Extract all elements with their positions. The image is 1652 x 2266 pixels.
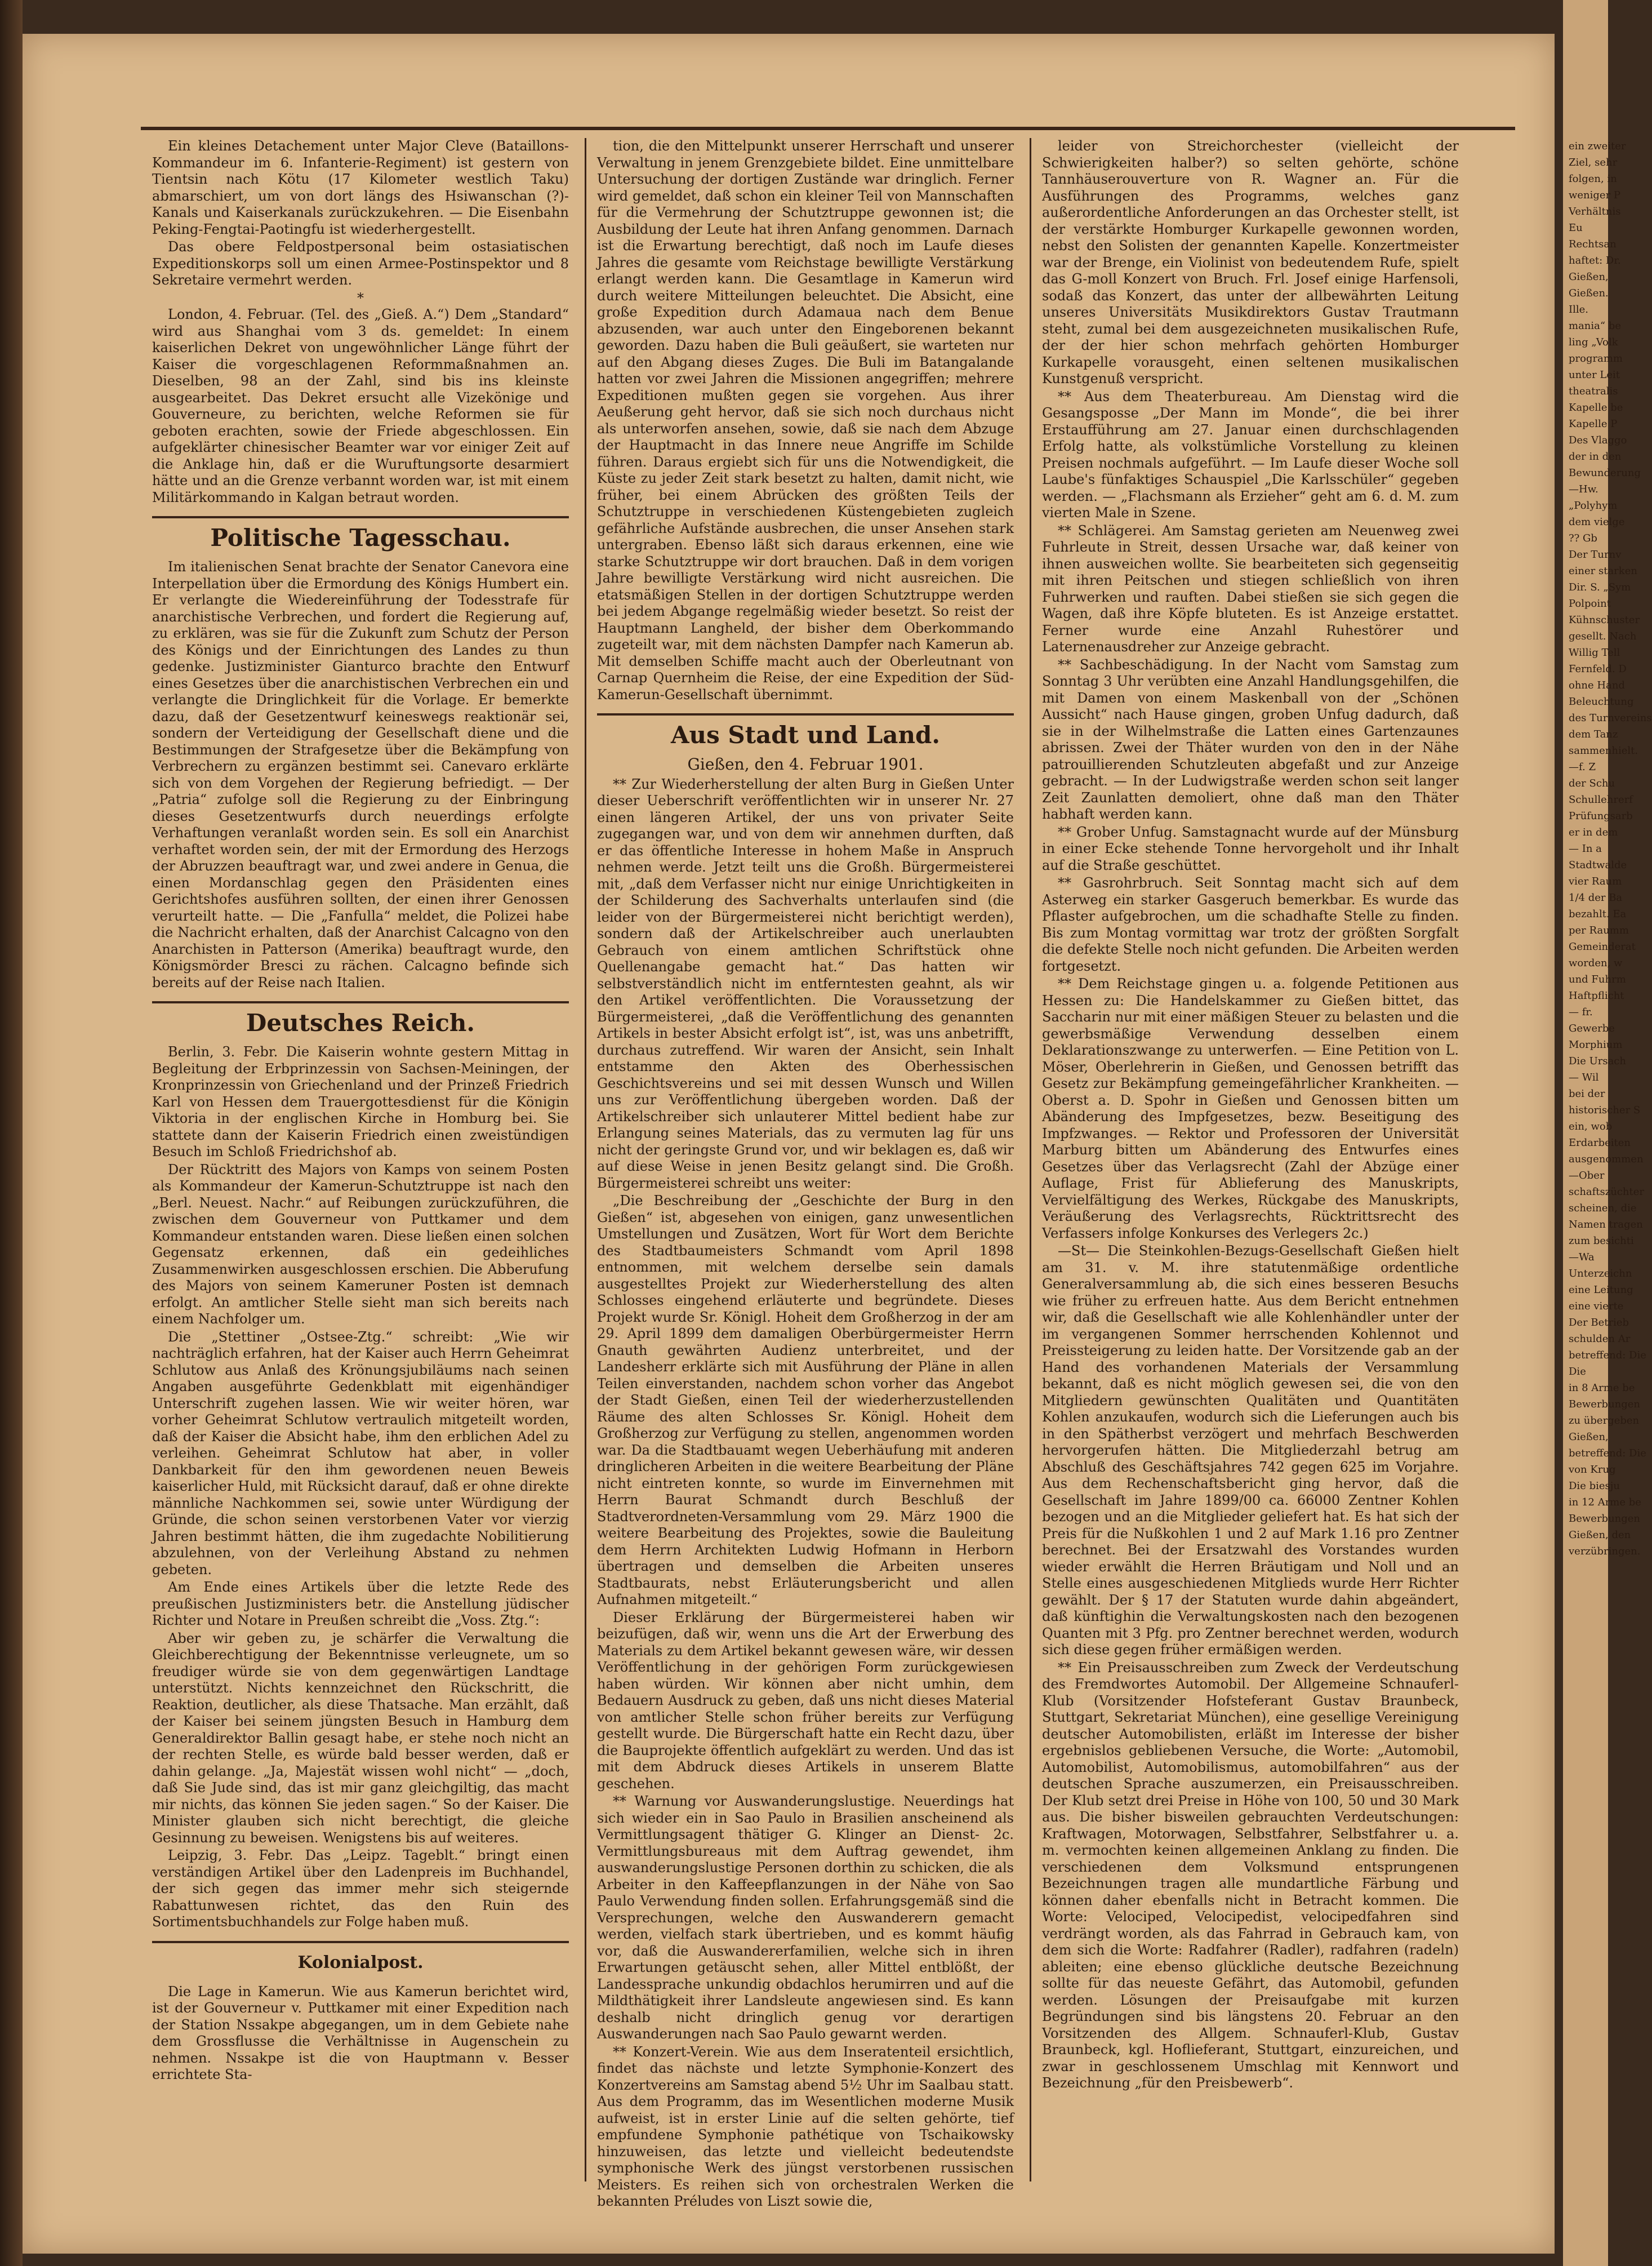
margin-line: zu übergeben (1569, 1415, 1640, 1427)
margin-line: Kapelle be (1569, 402, 1623, 414)
margin-line: eine vierte (1569, 1300, 1624, 1312)
margin-line: Gewerbe (1569, 1023, 1615, 1034)
margin-line: — In a (1569, 843, 1602, 855)
margin-line: — Wil (1569, 1072, 1599, 1083)
margin-line: Rechtsan (1569, 238, 1617, 250)
margin-line: —Hw. (1569, 483, 1598, 495)
book-spine (0, 0, 23, 2266)
column-2 (597, 138, 1014, 2209)
margin-line: folgen, in (1569, 173, 1617, 185)
margin-line: Die biesju (1569, 1480, 1620, 1492)
separator-star: * (357, 290, 364, 306)
margin-line: Polpoint (1569, 598, 1611, 610)
margin-line: programm (1569, 353, 1623, 365)
margin-line: betreffend: Die (1569, 1447, 1646, 1459)
margin-line: scheinen, die (1569, 1202, 1637, 1214)
margin-line: einer starken (1569, 565, 1637, 577)
next-page-margin-text (1569, 138, 1652, 2153)
section-heading: Deutsches Reich. (152, 1001, 569, 1037)
article-paragraph: Aber wir geben zu, je schärfer die Verwaltung die Gleichberechtigung der Bekenntnisse verleugnete, um so freudiger würde sie von dem gegenwärtigen Landtage unterstützt. Nichts kennzeichnet den Rückschritt, die Reaktion, deutlicher, als diese Thatsache. Man erzählt, daß der Kaiser bei seinem jüngsten Besuch in Hamburg dem Generaldirektor Ballin gesagt habe, er stehe noch nicht an der rechten Stelle, es würde bald besser werden, daß er dahin gelange. „Ja, Majestät wissen wohl nicht“ — „doch, daß Sie Jude sind, das ist mir ganz gleichgiltig, das macht mir nichts, das können Sie jeden sagen.“ So der Kaiser. Die Minister glauben sich nicht berechtigt, die gleiche Gesinnung zu beweisen. Wenigstens bis auf weiteres. (152, 1630, 569, 1846)
article-paragraph: ** Grober Unfug. Samstagnacht wurde auf der Münsburg in einer Ecke stehende Tonne hervorgeholt und ihr Inhalt auf die Straße geschüttet. (1042, 824, 1459, 873)
margin-line: Des Vlaggo (1569, 434, 1627, 446)
margin-line: historischer S (1569, 1104, 1641, 1116)
margin-line: des Turnvereins (1569, 712, 1652, 724)
article-paragraph: ** Aus dem Theaterbureau. Am Dienstag wird die Gesangsposse „Der Mann im Monde“, die bei ihrer Erstaufführung am 27. Januar einen durchschlagenden Erfolg hatte, als volkstümliche Vorstellung zu kleinen Preisen nochmals aufgeführt. — Im Laufe dieser Woche soll Laube's fünfaktiges Schauspiel „Die Karlsschüler“ gegeben werden. — „Flachsmann als Erzieher“ geht am 6. d. M. zum vierten Male in Szene. (1042, 388, 1459, 521)
column-divider (1030, 138, 1031, 2181)
margin-line: Dir. S. „Sym (1569, 581, 1631, 593)
margin-line: dem Tanz (1569, 728, 1618, 740)
top-rule (141, 127, 1515, 130)
article-paragraph: tion, die den Mittelpunkt unserer Herrschaft und unserer Verwaltung in jenem Grenzgebiete bildet. Eine unmittelbare Untersuchung der dortigen Zustände war dringlich. Ferner wird gemeldet, daß schon ein kleiner Teil von Mannschaften für die Vermehrung der Schutztruppe gewonnen ist; die Ausbildung der Leute hat ihren Anfang genommen. Darnach ist die Erwartung berechtigt, daß noch im Laufe dieses Jahres die gesamte vom Reichstage bewilligte Verstärkung erlangt werden kann. Die Gesamtlage in Kamerun wird durch weitere Mitteilungen beleuchtet. Die Absicht, eine große Expedition durch Adamaua nach dem Benue abzusenden, war auch unter den Eingeborenen bekannt geworden. Dazu haben die Buli geäußert, sie warteten nur auf den Abgang dieses Zuges. Die Buli im Batangalande hatten vor zwei Jahren die Missionen angegriffen; mehrere Expeditionen mußten gegen sie vorgehen. Aus ihrer Aeußerung geht hervor, daß sie sich noch durchaus nicht als unterworfen ansehen, sowie, daß sie nach dem Abzuge der Hauptmacht in das Innere neue Angriffe im Schilde führen. Daraus ergiebt sich für uns die Notwendigkeit, die Küste zu jeder Zeit stark besetzt zu halten, damit nicht, wie früher, bei einem Abrücken des größten Teils der Schutztruppe in verschiedenen Küstengebieten zugleich gefährliche Aufstände ausbrechen, die unser Ansehen stark untergraben. Ebenso läßt sich daraus erkennen, eine wie starke Schutztruppe wir dort brauchen. Daß in dem vorigen Jahre bewilligte Verstärkung wird nicht ausreichen. Die etatsmäßigen Stellen in der dortigen Schutztruppe werden bei jedem Abgange regelmäßig wieder besetzt. So reist der Hauptmann Langheld, der bisher dem Oberkommando zugeteilt war, mit dem nächsten Dampfer nach Kamerun ab. Mit demselben Schiffe macht auch der Oberleutnant von Carnap Quernheim die Reise, der eine Expedition der Süd-Kamerun-Gesellschaft übernimmt. (597, 138, 1014, 703)
margin-line: Gemeinderat (1569, 941, 1636, 953)
margin-line: der Schu (1569, 777, 1615, 789)
margin-line: Stadtwalde (1569, 859, 1627, 871)
article-paragraph: —St— Die Steinkohlen-Bezugs-Gesellschaft Gießen hielt am 31. v. M. ihre statutenmäßige ordentliche Generalversammlung ab, die sich eines besseren Besuchs wie früher zu erfreuen hatte. Aus dem Bericht entnehmen wir, daß die Gesellschaft wie alle Kohlenhändler unter der im vergangenen Sommer herrschenden Kohlennot und Preissteigerung zu leiden hatte. Der Vorsitzende gab an der Hand des vorhandenen Materials der Versammlung bekannt, daß es nicht möglich gewesen sei, die von den Mitgliedern gewünschten Qualitäten und Quantitäten Kohlen anzukaufen, wodurch sich die Lieferungen auch bis in den Spätherbst verzögert und mehrfach Beschwerden hervorgerufen hätten. Die Mitgliederzahl betrug am Abschluß des Geschäftsjahres 742 gegen 625 im Vorjahre. Aus dem Rechenschaftsbericht ging hervor, daß die Gesellschaft im Jahre 1899/00 ca. 66000 Zentner Kohlen bezogen und an die Mitglieder geliefert hat. Es hat sich der Preis für die Nußkohlen 1 und 2 auf Mark 1.16 pro Zentner berechnet. Bei der Ersatzwahl des Vorstandes wurden wieder erwählt die Herren Bräutigam und Noll und an Stelle eines ausgeschiedenen Mitglieds wurde Herr Richter gewählt. Der § 17 der Statuten wurde dahin abgeändert, daß künftighin die Verwaltungskosten nach den bezogenen Quanten mit 3 Pfg. pro Zentner berechnet werden, wodurch sich diese gegen früher ermäßigen werden. (1042, 1243, 1459, 1658)
article-paragraph: „Die Beschreibung der „Geschichte der Burg in den Gießen“ ist, abgesehen von einigen, ganz unwesentlichen Umstellungen und Zusätzen, Wort für Wort dem Berichte des Stadtbaumeisters Schmandt vom April 1898 entnommen, mit welchem derselbe sein damals ausgestelltes Projekt zur Wiederherstellung des alten Schlosses eingehend erläuterte und begründete. Dieses Projekt wurde Sr. Königl. Hoheit dem Großherzog in der am 29. April 1899 dem damaligen Oberbürgermeister Herrn Gnauth gewährten Audienz unterbreitet, und der Landesherr erklärte sich mit Ausführung der Pläne in allen Teilen einverstanden, nachdem schon vorher das Angebot der Stadt Gießen, einen Teil der wiederherzustellenden Räume des alten Schlosses Sr. Königl. Hoheit dem Großherzog zur Verfügung zu stellen, angenommen worden war. Da die Stadtbauamt wegen Ueberhäufung mit anderen dringlicheren Arbeiten in die weitere Bearbeitung der Pläne nicht eintreten konnte, so wurde im Einvernehmen mit Herrn Baurat Schmandt durch Beschluß der Stadtverordneten-Versammlung vom 29. März 1900 die weitere Bearbeitung des Projektes, sowie die Bauleitung dem Herrn Architekten Ludwig Hofmann in Herborn übertragen und demselben die Arbeiten unseres Stadtbaurats, nebst Erläuterungsbericht und allen Aufnahmen mitgeteilt.“ (597, 1193, 1014, 1607)
article-paragraph: Ein kleines Detachement unter Major Cleve (Bataillons-Kommandeur im 6. Infanterie-Regiment) ist gestern von Tientsin nach Kötu (17 Kilometer westlich Taku) abmarschiert, um von dort längs des Hsiwanschan (?)-Kanals und Kaiserkanals zurückzukehren. — Die Eisenbahn Peking-Fengtai-Paotingfu ist wiederhergestellt. (152, 138, 569, 237)
margin-line: Beleuchtung (1569, 696, 1634, 708)
margin-line: Kühnschuster (1569, 614, 1640, 626)
margin-line: Namen tragen (1569, 1219, 1643, 1230)
article-paragraph: ** Warnung vor Auswanderungslustige. Neuerdings hat sich wieder ein in Sao Paulo in Brasilien anscheinend als Vermittlungsagent thätiger G. Klinger an Dienst- 2c. Vermittlungsbureaus mit dem Auftrag gewendet, ihm auswanderungslustige Personen dorthin zu schicken, die als Arbeiter in den Kaffeepflanzungen in der Nähe von Sao Paulo Verwendung finden sollen. Erfahrungsgemäß sind die Versprechungen, welche den Auswanderern gemacht werden, vielfach stark übertrieben, und es kommt häufig vor, daß die Auswandererfamilien, welche sich in ihren Erwartungen getäuscht sehen, aller Mittel entblößt, der Landessprache unkundig obdachlos herumirren und auf die Mildthätigkeit ihrer Landsleute angewiesen sind. Es kann deshalb nicht dringlich genug vor derartigen Auswanderungen nach Sao Paulo gewarnt werden. (597, 1793, 1014, 2042)
margin-line: Ille. (1569, 304, 1588, 316)
margin-line: von Krug (1569, 1464, 1616, 1476)
article-paragraph: ** Gasrohrbruch. Seit Sonntag macht sich auf dem Asterweg ein starker Gasgeruch bemerkbar. Es wurde das Pflaster aufgebrochen, um die schadhafte Stelle zu finden. Bis zum Montag vormittag war trotz der größten Sorgfalt die defekte Stelle noch nicht gefunden. Die Arbeiten werden fortgesetzt. (1042, 875, 1459, 974)
margin-line: betreffend: Die (1569, 1349, 1646, 1361)
article-paragraph: ** Schlägerei. Am Samstag gerieten am Neuenweg zwei Fuhrleute in Streit, dessen Ursache war, daß keiner von ihnen ausweichen wollte. Sie bearbeiteten sich gegenseitig mit ihren Peitschen und stiegen schließlich von ihren Fuhrwerken und rauften. Dabei stießen sie sich gegen die Wagen, daß ihre Köpfe bluteten. Es ist Anzeige erstattet. Ferner wurde eine Anzahl Ruhestörer und Laternenausdreher zur Anzeige gebracht. (1042, 522, 1459, 655)
article-paragraph: ** Ein Preisausschreiben zum Zweck der Verdeutschung des Fremdwortes Automobil. Der Allgemeine Schnauferl-Klub (Vorsitzender Hofsteferant Gustav Braunbeck, Stuttgart, Sekretariat München), eine gesellige Vereinigung deutscher Automobilisten, erläßt im Interesse der bisher ergebnislos gebliebenen Versuche, die Worte: „Automobil, Automobilist, Automobilismus, automobilfahren“ aus der deutschen Sprache auszumerzen, ein Preisausschreiben. Der Klub setzt drei Preise in Höhe von 100, 50 und 30 Mark aus. Die bisher bisweilen gebrauchten Verdeutschungen: Kraftwagen, Motorwagen, Selbstfahrer, Selbstfahrer u. a. m. vermochten keinen allgemeinen Anklang zu finden. Die verschiedenen dem Volksmund entsprungenen Bezeichnungen tragen alle mundartliche Färbung und können daher ebenfalls nicht in Betracht kommen. Die Worte: Velociped, Velocipedist, velocipedfahren sind verdrängt worden, als das Fahrrad in Gebrauch kam, von dem sich die Worte: Radfahrer (Radler), radfahren (radeln) ableiten; eine ebenso glückliche deutsche Bezeichnung sollte für das neueste Gefährt, das Automobil, gefunden werden. Lösungen der Preisaufgabe mit kurzen Begründungen sind bis längstens 20. Februar an den Vorsitzenden des Allgem. Schnauferl-Klub, Gustav Braunbeck, kgl. Hoflieferant, Stuttgart, einzureichen, und zwar in geschlossenem Umschlag mit Kennwort und Bezeichnung „für den Preisbewerb“. (1042, 1659, 1459, 2091)
margin-line: zum besichti (1569, 1235, 1634, 1247)
margin-line: mania“ be (1569, 320, 1621, 332)
margin-line: per Raumm (1569, 925, 1629, 936)
column-3 (1042, 138, 1459, 2187)
margin-line: ling „Volk (1569, 336, 1618, 348)
article-paragraph: leider von Streichorchester (vielleicht der Schwierigkeiten halber?) so selten gehörte, schöne Tannhäuserouverture von R. Wagner an. Für die Ausführungen des Programms, welches ganz außerordentliche Anforderungen an das Orchester stellt, ist der verstärkte Homburger Kurkapelle gewonnen worden, nebst den Solisten der genannten Kapelle. Konzertmeister war der Brenge, ein Violinist von bedeutendem Rufe, spielt das G-moll Konzert von Bruch. Frl. Josef einige Harfensoli, sodaß das Konzert, das unter der allbewährten Leitung unseres Universitäts Musikdirektors Gustav Trautmann steht, zumal bei dem ausgezeichneten musikalischen Rufe, der der hier schon mehrfach gehörten Homburger Kurkapelle vorausgeht, einen seltenen musikalischen Kunstgenuß verspricht. (1042, 138, 1459, 386)
margin-line: in 12 Arme be (1569, 1496, 1641, 1508)
margin-line: schaftszüchter (1569, 1186, 1645, 1198)
margin-line: dem vielge (1569, 516, 1625, 528)
margin-line: Bewerbungen (1569, 1513, 1641, 1525)
margin-line: —Wa (1569, 1251, 1595, 1263)
section-heading: Aus Stadt und Land. (597, 713, 1014, 749)
margin-line: verzübringen. (1569, 1545, 1641, 1557)
margin-line: Verhältnis (1569, 206, 1621, 217)
margin-line: eine Leitung (1569, 1284, 1633, 1296)
article-paragraph: Der Rücktritt des Majors von Kamps von seinem Posten als Kommandeur der Kamerun-Schutztruppe ist nach den „Berl. Neuest. Nachr.“ auf Reibungen zurückzuführen, die zwischen dem Gouverneur von Puttkamer und dem Kommandeur entstanden waren. Diese ließen einen solchen Gegensatz erkennen, daß ein gedeihliches Zusammenwirken ausgeschlossen erschien. Die Abberufung des Majors von seinem Kameruner Posten ist demnach erfolgt. An amtlicher Stelle sieht man sich bereits nach einem Nachfolger um. (152, 1161, 569, 1327)
article-paragraph: Im italienischen Senat brachte der Senator Canevora eine Interpellation über die Ermordung des Königs Humbert ein. Er verlangte die Wiedereinführung der Todesstrafe für anarchistische Verbrechen, und fordert die Regierung auf, zu erklären, was sie für die Zukunft zum Schutz der Person des Königs und der Einrichtungen des Landes zu thun gedenke. Justizminister Gianturco brachte den Entwurf eines Gesetzes über die anarchistischen Verbrechen ein und verlangte die Dringlichkeit für die Vorlage. Er bemerkte dazu, daß der Gesetzentwurf keineswegs reaktionär sei, sondern der Verteidigung der Gesellschaft diene und die Bestimmungen der Strafgesetze über die Bekämpfung von Verbrechern zu ergänzen bestimmt sei. Canevaro erklärte sich von dem Vorgehen der Regierung befriedigt. — Der „Patria“ zufolge soll die Regierung zu der Einbringung dieses Gesetzentwurfs durch neuerdings erfolgte Verhaftungen veranlaßt worden sein. Es soll ein Anarchist verhaftet worden sein, der mit der Ermordung des Herzogs der Abruzzen beauftragt war, und zwei andere in Genua, die einen Mordanschlag gegen den Präsidenten eines Gerichtshofes ausführen sollten, der einen ihrer Genossen verurteilt hatte. — Die „Fanfulla“ meldet, die Polizei habe die Nachricht erhalten, daß der Anarchist Calcagno von den Anarchisten in Patterson (Amerika) beauftragt wurde, den Königsmörder Bresci zu rächen. Calcagno befinde sich bereits auf der Reise nach Italien. (152, 559, 569, 990)
margin-line: ein zweiter (1569, 140, 1626, 152)
margin-line: theatralis (1569, 385, 1618, 397)
margin-line: ein, wob (1569, 1121, 1613, 1132)
article-paragraph: Dieser Erklärung der Bürgermeisterei haben wir beizufügen, daß wir, wenn uns die Art der Erwerbung des Materials zu dem Artikel bekannt gewesen wäre, wir dessen Veröffentlichung in der gehörigen Form zurückgewiesen haben würden. Wir können aber nicht umhin, dem Bedauern Ausdruck zu geben, daß uns nicht dieses Material von amtlicher Stelle schon früher bereits zur Verfügung gestellt wurde. Die Bürgerschaft hatte ein Recht dazu, über die Bauprojekte öffentlich aufgeklärt zu werden. Und das ist mit dem Abdruck dieses Artikels in unserem Blatte geschehen. (597, 1609, 1014, 1792)
margin-line: weniger P (1569, 189, 1621, 201)
margin-line: Willig Tell (1569, 647, 1620, 659)
margin-line: Bewunderung (1569, 467, 1641, 479)
article-paragraph: ** Dem Reichstage gingen u. a. folgende Petitionen aus Hessen zu: Die Handelskammer zu Gießen bittet, das Saccharin nur mit einer mäßigen Steuer zu belasten und die gewerbsmäßige Verwendung desselben einem Deklarationszwange zu unterwerfen. — Eine Petition von L. Möser, Oberlehrerin in Gießen, und Genossen betrifft das Gesetz zur Bekämpfung gemeingefährlicher Krankheiten. — Oberst a. D. Spohr in Gießen und Genossen bitten um Abänderung des Impfgesetzes, bezw. Beseitigung des Impfzwanges. — Rektor und Professoren der Universität Marburg bitten um Abänderung des Entwurfes eines Gesetzes über das Verlagsrecht (Zahl der Abzüge einer Auflage, Frist für Ablieferung des Manuskripts, Vervielfältigung des Werkes, Rückgabe des Manuskripts, Veräußerung des Verlagsrechts, Rücktrittsrecht des Verfassers infolge Konkurses des Verlegers 2c.) (1042, 976, 1459, 1241)
margin-line: Gießen, (1569, 271, 1609, 283)
margin-line: — fr. (1569, 1006, 1593, 1018)
column-divider (585, 138, 586, 2181)
margin-line: schulden Ar (1569, 1333, 1631, 1345)
article-paragraph: Leipzig, 3. Febr. Das „Leipz. Tageblt.“ bringt einen verständigen Artikel über den Ladenpreis im Buchhandel, der sich gegen das immer mehr sich steigernde Rabattunwesen richtet, das den Ruin des Sortimentsbuchhandels zur Folge haben muß. (152, 1847, 569, 1930)
article-paragraph: ** Sachbeschädigung. In der Nacht vom Samstag zum Sonntag 3 Uhr verübten eine Anzahl Handlungsgehilfen, die mit Damen von einem Maskenball von der „Schönen Aussicht“ nach Hause gingen, groben Unfug dadurch, daß sie in der Wilhelmstraße die Latten eines Gartenzaunes abrissen. Zwei der Thäter wurden von den in der Nähe patrouillierenden Schutzleuten abgefaßt und zur Anzeige gebracht. — In der Ludwigstraße werden schon seit langer Zeit Zaunlatten demoliert, ohne daß man den Thäter habhaft werden kann. (1042, 656, 1459, 822)
margin-line: —f. Z (1569, 761, 1596, 773)
article-paragraph: Am Ende eines Artikels über die letzte Rede des preußischen Justizministers betr. die Anstellung jüdischer Richter und Notare in Preußen schreibt die „Voss. Ztg.“: (152, 1579, 569, 1628)
margin-line: Erdarbeiten (1569, 1137, 1631, 1149)
section-heading: Kolonialpost. (152, 1941, 569, 1977)
margin-line: und Fuhrm (1569, 974, 1626, 985)
margin-line: Ziel, sehr (1569, 157, 1618, 168)
section-heading: Politische Tagesschau. (152, 516, 569, 552)
article-paragraph: Berlin, 3. Febr. Die Kaiserin wohnte gestern Mittag in Begleitung der Erbprinzessin von Sachsen-Meiningen, der Kronprinzessin von Griechenland und der Prinzeß Friedrich Karl von Hessen dem Trauergottesdienst für die Königin Viktoria in der englischen Kirche in Homburg bei. Sie stattete dann der Kaiserin Friedrich einen zweistündigen Besuch im Schloß Friedrichshof ab. (152, 1044, 569, 1159)
margin-line: Unterzeichn (1569, 1268, 1632, 1279)
margin-line: Der Turnv (1569, 549, 1622, 561)
margin-line: Gießen. (1569, 287, 1609, 299)
margin-line: der in den (1569, 451, 1622, 463)
margin-line: Prüfungsarb (1569, 810, 1633, 822)
margin-line: in 8 Arme be (1569, 1382, 1635, 1394)
article-paragraph: ** Konzert-Verein. Wie aus dem Inseratenteil ersichtlich, findet das nächste und letzte Symphonie-Konzert des Konzertvereins am Samstag abend 5½ Uhr im Saalbau statt. Aus dem Programm, das im Wesentlichen moderne Musik aufweist, ist in erster Linie auf die selten gehörte, tief empfundene Symphonie pathétique von Tschaikowsky hinzuweisen, das letzte und vielleicht bedeutendste symphonische Werk des jüngst verstorbenen russischen Meisters. Es reihen sich von orchestralen Werken die bekannten Préludes von Liszt sowie die, (597, 2043, 1014, 2209)
article-paragraph: London, 4. Februar. (Tel. des „Gieß. A.“) Dem „Standard“ wird aus Shanghai vom 3 ds. gemeldet: In einem kaiserlichen Dekret von ungewöhnlicher Länge führt der Kaiser die vorgeschlagenen Reformmaßnahmen an. Dieselben, 98 an der Zahl, sind bis ins kleinste ausgearbeitet. Das Dekret ersucht alle Vizekönige und Gouverneure, zu berichten, welche Reformen sie für geboten erachten, sowie der Friede abgeschlossen. Ein aufgeklärter chinesischer Beamter war vor einiger Zeit auf die Anklage hin, daß er die Wuruftungsorte desarmiert hätte und an die Grenze verbannt worden war, ist mit einem Militärkommando in Kalgan betraut worden. (152, 306, 569, 505)
column-1 (152, 138, 569, 2187)
margin-line: Die (1569, 1366, 1586, 1378)
margin-line: 1/4 der Ba (1569, 892, 1623, 904)
margin-line: Fernfeld. D (1569, 663, 1627, 675)
margin-line: ?? Gb (1569, 532, 1597, 544)
margin-line: Gießen, den (1569, 1529, 1631, 1541)
margin-line: ohne Hand (1569, 679, 1625, 691)
dateline: Gießen, den 4. Februar 1901. (687, 755, 924, 774)
margin-line: Morphium (1569, 1039, 1623, 1051)
article-paragraph: ** Zur Wiederherstellung der alten Burg in Gießen Unter dieser Ueberschrift veröffentlichten wir in unserer Nr. 27 einen längeren Artikel, der uns von privater Seite zugegangen war, und von dem wir annehmen durften, daß er das öffentliche Interesse in hohem Maße in Anspruch nehmen werde. Jetzt teilt uns die Großh. Bürgermeisterei mit, „daß dem Verfasser nicht nur einige Unrichtigkeiten in der Schilderung des Sachverhalts unterlaufen sind (die leider von der Bürgermeisterei nicht berichtigt werden), sondern daß der Artikelschreiber auch unerlaubten Gebrauch von einem amtlichen Schriftstück ohne Quellenangabe gemacht hat.“ Das hatten wir selbstverständlich nicht im entferntesten geahnt, als wir den Artikel veröffentlichten. Die Voraussetzung der Bürgermeisterei, „daß die Veröffentlichung des genannten Artikels in bester Absicht erfolgt ist“, ist, was uns anbetrifft, durchaus zutreffend. Wir waren der Ansicht, sein Inhalt entstamme den Akten des Oberhessischen Geschichtsvereins und sei mit dessen Wunsch und Willen uns zur Veröffentlichung übergeben worden. Daß der Artikelschreiber sich unlauterer Mittel bedient habe zur Erlangung seines Materials, das zu vermuten lag für uns nicht der geringste Grund vor, und wir beklagen es, daß wir auf diese Weise in jenen Besitz gelangt sind. Die Großh. Bürgermeisterei schreibt uns weiter: (597, 776, 1014, 1191)
margin-line: ausgenommen (1569, 1153, 1644, 1165)
margin-line: worden, w (1569, 957, 1623, 969)
margin-line: bezahlt. Ea (1569, 908, 1627, 920)
margin-line: unter Leit (1569, 369, 1620, 381)
margin-line: Kapelle P (1569, 418, 1618, 430)
article-paragraph: Die „Stettiner „Ostsee-Ztg.“ schreibt: „Wie wir nachträglich erfahren, hat der Kaiser auch Herrn Geheimrat Schlutow aus Anlaß des Krönungsjubiläums nach seinen Angaben ausgeführte Gedenkblatt mit eigenhändiger Unterschrift zugehen lassen. Wie wir weiter hören, war vorher Geheimrat Schlutow vertraulich mitgeteilt worden, daß der Kaiser die Absicht habe, ihm den erblichen Adel zu verleihen. Geheimrat Schlutow hat aber, in voller Dankbarkeit für den ihm gewordenen neuen Beweis kaiserlicher Huld, mit Rücksicht darauf, daß er ohne direkte männliche Nachkommen sei, sowie unter Würdigung der Gründe, die schon seinen verstorbenen Vater vor vierzig Jahren bestimmt hätten, die ihm zugedachte Nobilitierung abzulehnen, von der Verleihung Abstand zu nehmen gebeten. (152, 1329, 569, 1578)
margin-line: Bewerbungen (1569, 1398, 1641, 1410)
margin-line: Schullehrerf (1569, 794, 1633, 806)
margin-line: Die Ursach (1569, 1055, 1626, 1067)
margin-line: Der Betrieb (1569, 1317, 1629, 1329)
margin-line: sammenhielt. (1569, 745, 1638, 757)
margin-line: bei der (1569, 1088, 1605, 1100)
margin-line: gesellt. Nach (1569, 630, 1637, 642)
article-paragraph: Das obere Feldpostpersonal beim ostasiatischen Expeditionskorps soll um einen Armee-Postinspektor und 8 Sekretaire vermehrt werden. (152, 239, 569, 288)
margin-line: er in dem (1569, 827, 1618, 838)
article-paragraph: Die Lage in Kamerun. Wie aus Kamerun berichtet wird, ist der Gouverneur v. Puttkamer mit einer Expedition nach der Station Nssakpe abgegangen, um in dem Gebiete nahe dem Grossflusse die Verhältnisse in Augenschein zu nehmen. Nssakpe ist die von Hauptmann v. Besser errichtete Sta- (152, 1983, 569, 2082)
margin-line: vier Raum (1569, 876, 1622, 887)
margin-line: haftet: Dr. (1569, 255, 1621, 266)
margin-line: Eu (1569, 222, 1583, 234)
margin-line: Gießen, (1569, 1431, 1609, 1443)
margin-line: —Ober (1569, 1170, 1605, 1181)
margin-line: Haftpflicht (1569, 990, 1624, 1002)
margin-line: „Polyhym (1569, 500, 1618, 512)
